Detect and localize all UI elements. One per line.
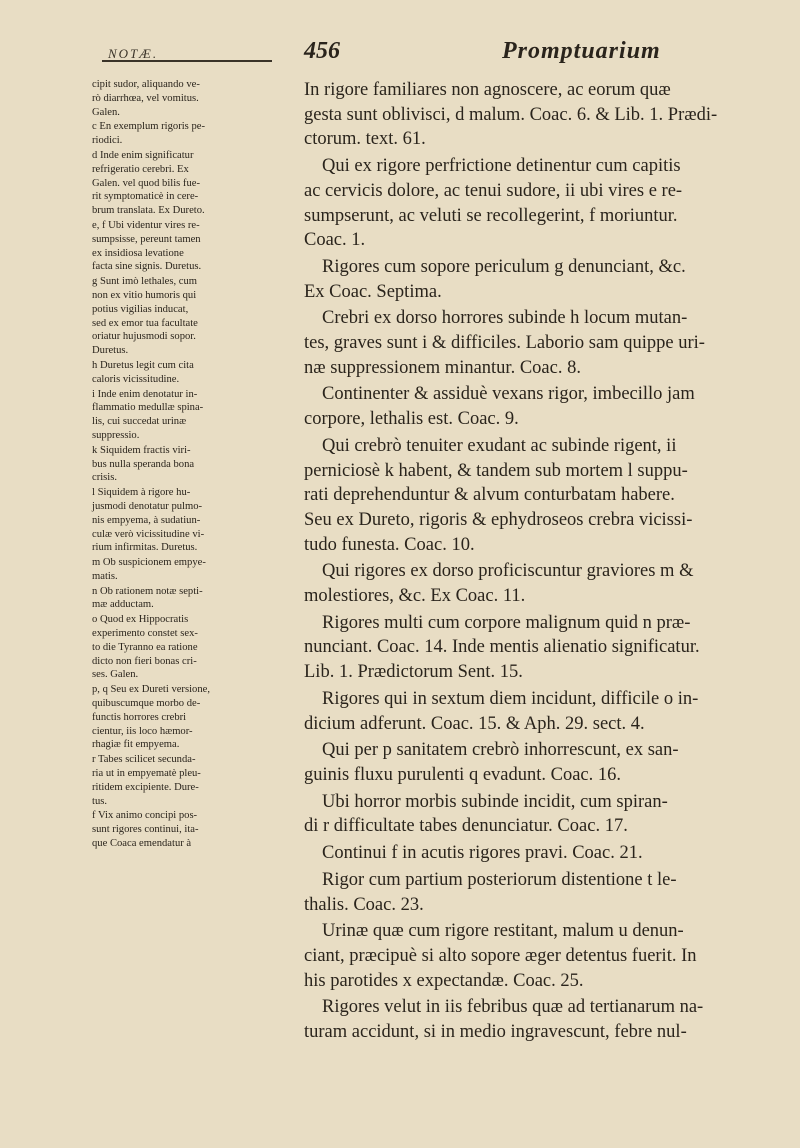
- running-title: Promptuarium: [502, 38, 661, 64]
- page-header: [92, 38, 770, 78]
- marginal-note: m Ob suspicionem empye- matis.: [92, 557, 206, 582]
- text-paragraph: Qui rigores ex dorso proficiscuntur graviores m & molestiores, &c. Ex Coac. 11.: [304, 561, 694, 607]
- marginal-note: k Siquidem fractis viri- bus nulla speranda bona crisis.: [92, 444, 195, 484]
- marginal-note: l Siquidem à rigore hu- jusmodi denotatur pulmo- nis empyema, à sudatiun- culæ verò vicissitudine vi- rium infirmitas. Duretus.: [92, 487, 205, 554]
- text-paragraph: Rigores cum sopore periculum g denunciant, &c. Ex Coac. Septima.: [304, 256, 686, 302]
- marginal-note: p, q Seu ex Dureti versione, quibuscumque morbo de- functis horrores crebri cientur, iis loco hæmor- rhagiæ fit empyema.: [92, 684, 210, 751]
- text-paragraph: Qui crebrò tenuiter exudant ac subinde rigent, ii perniciosè k habent, & tandem sub mortem l suppu- rati deprehenduntur & alvum conturbatam habere. Seu ex Dureto, rigoris & ephydroseos crebra vicissi- tudo funesta. Coac. 10.: [304, 435, 693, 555]
- marginal-note: c En exemplum rigoris pe- riodici.: [92, 121, 205, 147]
- text-paragraph: Continenter & assiduè vexans rigor, imbecillo jam corpore, lethalis est. Coac. 9.: [304, 384, 695, 430]
- text-paragraph: Rigores multi cum corpore malignum quid n præ- nunciant. Coac. 14. Inde mentis alienatio significatur. Lib. 1. Prædictorum Sent. 15.: [304, 612, 700, 683]
- text-paragraph: Rigores qui in sextum diem incidunt, difficile o in- dicium adferunt. Coac. 15. & Aph. 29. sect. 4.: [304, 688, 699, 734]
- text-paragraph: Urinæ quæ cum rigore restitant, malum u denun- ciant, præcipuè si alto sopore æger detentus fuerit. In his parotides x expectandæ. Coac. 25.: [304, 921, 697, 991]
- notes-heading-rule: [102, 60, 272, 62]
- text-paragraph: In rigore familiares non agnoscere, ac eorum quæ gesta sunt oblivisci, d malum. Coac. 6. & Lib. 1. Prædi- ctorum. text. 61.: [304, 80, 718, 150]
- marginal-notes-column: [92, 78, 297, 852]
- marginal-note: o Quod ex Hippocratis experimento constet sex- to die Tyranno ea ratione dicto non fieri bonas cri- ses. Galen.: [92, 614, 198, 681]
- marginal-note: e, f Ubi videntur vires re- sumpsisse, pereunt tamen ex insidiosa levatione facta sine signis. Duretus.: [92, 219, 202, 273]
- marginal-note: h Duretus legit cum cita caloris vicissitudine.: [92, 359, 194, 385]
- marginal-note: cipit sudor, aliquando ve- rò diarrhœa, vel vomitus. Galen.: [92, 79, 200, 118]
- marginal-note: f Vix animo concipi pos- sunt rigores continui, ita- que Coaca emendatur à: [92, 810, 199, 850]
- text-paragraph: Qui per p sanitatem crebrò inhorrescunt, ex san- guinis fluxu purulenti q evadunt. Coac. 16.: [304, 740, 679, 785]
- page-number: 456: [304, 38, 340, 64]
- text-paragraph: Continui f in acutis rigores pravi. Coac. 21.: [322, 843, 643, 864]
- text-paragraph: Rigores velut in iis febribus quæ ad tertianarum na- turam accidunt, si in medio ingravescunt, febre nul-: [304, 997, 704, 1043]
- marginal-note: n Ob rationem notæ septi- mæ adductam.: [92, 585, 203, 611]
- main-text-column: [304, 78, 770, 1047]
- marginal-note: g Sunt imò lethales, cum non ex vitio humoris qui potius vigilias inducat, sed ex emor tua facultate oriatur hujusmodi sopor. Duretus.: [92, 276, 198, 357]
- text-paragraph: Rigor cum partium posteriorum distentione t le- thalis. Coac. 23.: [304, 869, 677, 915]
- marginal-note: d Inde enim significatur refrigeratio cerebri. Ex Galen. vel quod bilis fue- rit symptomaticè in cere- brum translata. Ex Dureto.: [92, 149, 205, 217]
- text-paragraph: Crebri ex dorso horrores subinde h locum mutan- tes, graves sunt i & difficiles. Laborio sam quippe uri- næ suppressionem minantur. Coac. 8.: [304, 308, 705, 378]
- marginal-note: i Inde enim denotatur in- flammatio medullæ spina- lis, cui succedat urinæ suppressio.: [92, 388, 204, 441]
- text-paragraph: Qui ex rigore perfrictione detinentur cum capitis ac cervicis dolore, ac tenui sudore, ii ubi vires e re- sumpserunt, ac veluti se recollegerint, f moriuntur. Coac. 1.: [304, 156, 683, 251]
- text-paragraph: Ubi horror morbis subinde incidit, cum spiran- di r difficultate tabes denunciatur. Coac. 17.: [304, 791, 668, 837]
- notes-heading: NOTÆ.: [108, 46, 159, 61]
- page-body: [92, 78, 770, 1138]
- marginal-note: r Tabes scilicet secunda- ria ut in empyematè pleu- ritidem excipiente. Dure- tus.: [92, 754, 201, 807]
